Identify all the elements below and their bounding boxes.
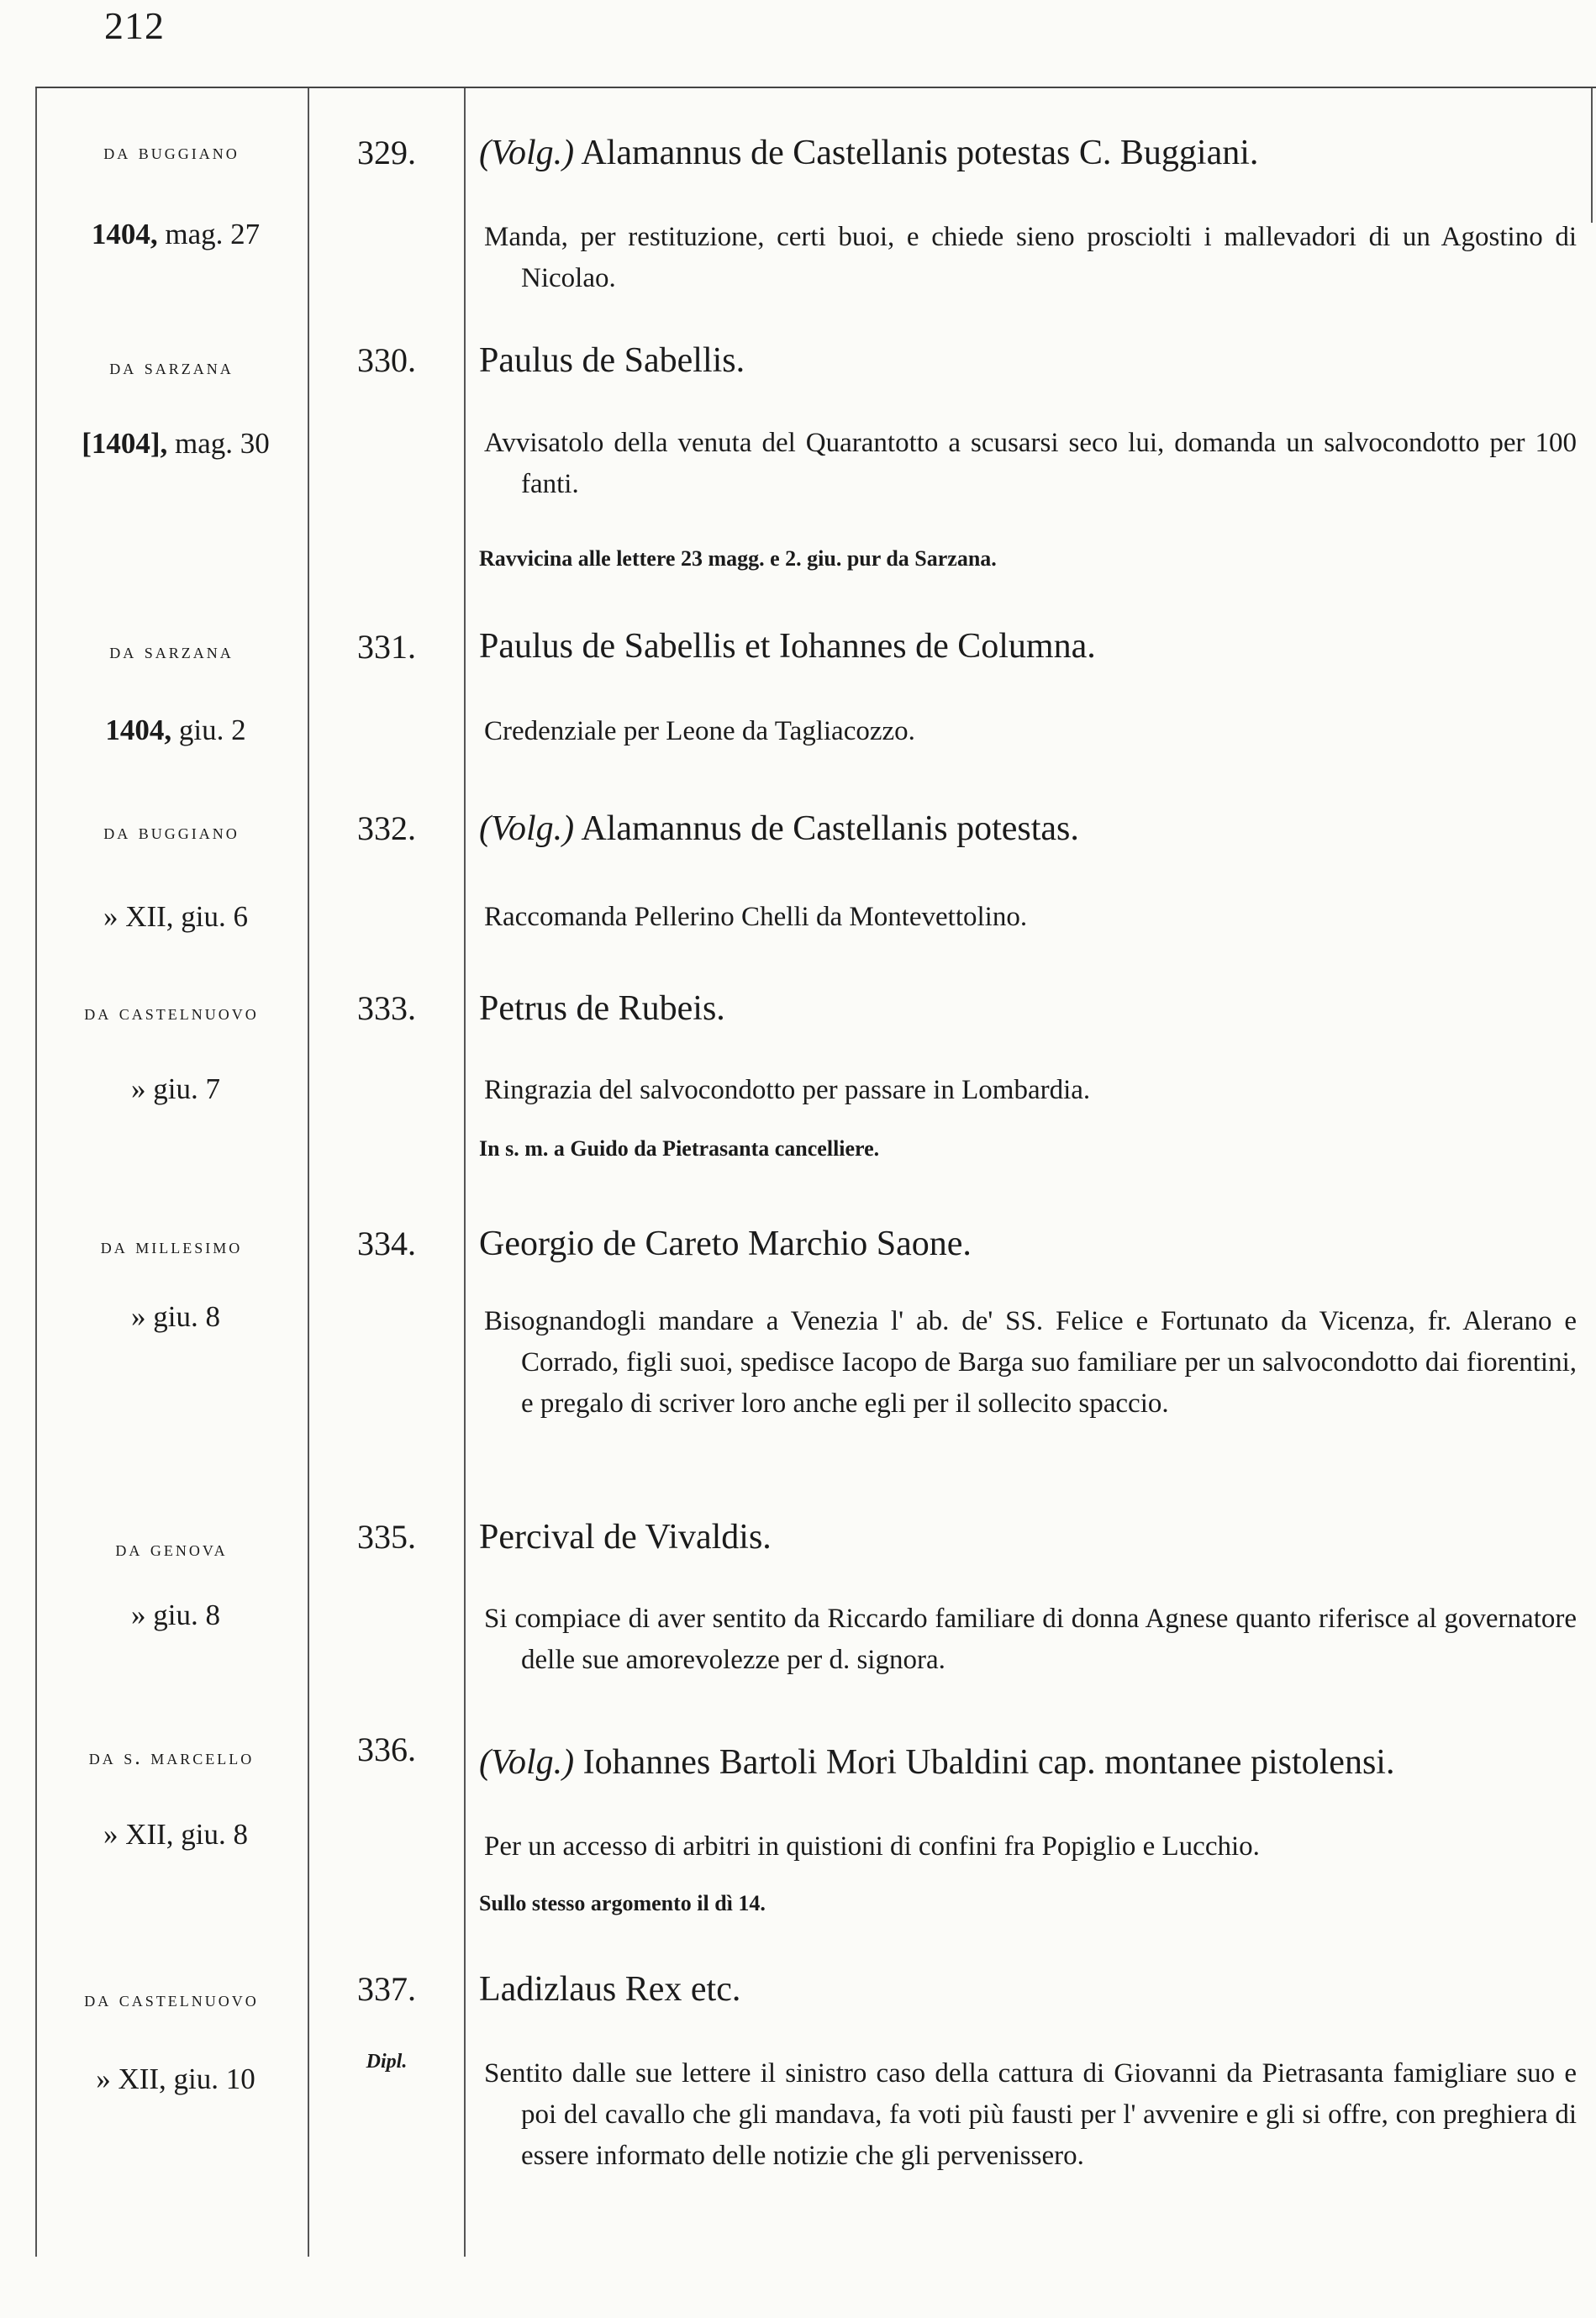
entry-place: da sarzana: [109, 355, 234, 379]
entry-note: Ravvicina alle lettere 23 magg. e 2. giu. pur da Sarzana.: [479, 546, 997, 571]
entry-number: 337.: [357, 1970, 416, 2008]
entry-place: da buggiano: [103, 819, 240, 844]
entry-date: [47, 1072, 304, 1106]
entry-heading-text: Alamannus de Castellanis potestas.: [574, 809, 1079, 848]
column-divider-right: [1591, 88, 1593, 223]
entry-date-rest: » XII, giu. 10: [96, 2062, 255, 2095]
page-number: 212: [104, 4, 165, 47]
entry-heading: [479, 1742, 1580, 1783]
entry-heading: [479, 809, 1580, 849]
entry-date-rest: mag. 30: [167, 427, 270, 460]
entry-note: Sullo stesso argomento il dì 14.: [479, 1891, 766, 1915]
entry-place: da sarzana: [109, 639, 234, 663]
entry-place: da castelnuovo: [84, 1987, 259, 2011]
entry-summary: Raccomanda Pellerino Chelli da Montevettolino.: [484, 902, 1028, 932]
entry-date-rest: » giu. 8: [131, 1599, 220, 1631]
entry-date-year: 1404,: [91, 218, 158, 250]
entry-heading: [479, 626, 1580, 666]
entry-heading: [479, 133, 1580, 173]
entry-summary: Si compiace di aver sentito da Riccardo familiare di donna Agnese quanto riferisce al governatore delle sue amorevolezze per d. signora.: [484, 1604, 1577, 1675]
entry-date: [47, 900, 304, 934]
entry-heading-text: Georgio de Careto Marchio Saone.: [479, 1225, 972, 1263]
entry-date: [47, 714, 304, 747]
entry-number: 336.: [357, 1731, 416, 1768]
column-divider-number: [464, 88, 466, 2257]
entry-dipl-mark: Dipl.: [366, 2051, 408, 2073]
entry-place: da s. marcello: [88, 1745, 255, 1769]
entry-date: [47, 1818, 304, 1852]
entry-date-rest: » giu. 8: [131, 1300, 220, 1333]
entry-summary: Manda, per restituzione, certi buoi, e chiede sieno prosciolti i mallevadori di un Agostino di Nicolao.: [484, 222, 1577, 293]
entry-place: da castelnuovo: [84, 1000, 259, 1025]
entry-date-rest: mag. 27: [157, 218, 261, 250]
entry-heading: [479, 988, 1580, 1029]
entry-heading: [479, 1517, 1580, 1557]
entry-summary: Sentito dalle sue lettere il sinistro caso della cattura di Giovanni da Pietrasanta famigliare suo e poi del cavallo che gli mandava, fa voti più fausti per l' avvenire e gli si offre, con preghiera di essere informato delle notizie che gli pervenissero.: [484, 2058, 1577, 2171]
entry-date: [47, 2062, 304, 2096]
entry-date-rest: » XII, giu. 8: [103, 1818, 249, 1851]
entry-heading-prefix: (Volg.): [479, 1743, 575, 1782]
entry-heading-prefix: (Volg.): [479, 809, 575, 848]
entry-heading-text: Iohannes Bartoli Mori Ubaldini cap. montanee pistolensi.: [574, 1743, 1395, 1782]
entry-summary: Ringrazia del salvocondotto per passare in Lombardia.: [484, 1075, 1091, 1105]
entry-date-year: 1404,: [105, 714, 172, 746]
entry-place: da millesimo: [100, 1234, 243, 1258]
entry-number: 334.: [357, 1225, 416, 1262]
entry-heading-text: Paulus de Sabellis.: [479, 341, 745, 380]
entry-summary: Per un accesso di arbitri in quistioni di confini fra Popiglio e Lucchio.: [484, 1831, 1260, 1862]
entry-place: da buggiano: [103, 140, 240, 164]
entry-date-year: [1404],: [82, 427, 168, 460]
entry-number: 330.: [357, 341, 416, 379]
entry-number: 335.: [357, 1518, 416, 1556]
entry-heading: [479, 1224, 1580, 1264]
entry-date-rest: » XII, giu. 6: [103, 900, 249, 933]
entry-number: 329.: [357, 134, 416, 171]
entry-heading-text: Alamannus de Castellanis potestas C. Buggiani.: [574, 134, 1259, 172]
column-divider-date: [308, 88, 309, 2257]
entry-heading-text: Ladizlaus Rex etc.: [479, 1970, 741, 2009]
entry-heading-text: Petrus de Rubeis.: [479, 989, 725, 1028]
entry-summary: Credenziale per Leone da Tagliacozzo.: [484, 716, 915, 746]
entry-summary: Bisognandogli mandare a Venezia l' ab. de' SS. Felice e Fortunato da Vicenza, fr. Alerano e Corrado, figli suoi, spedisce Iacopo de Barga suo familiare per un salvocondotto dai fiorentini, e pregalo di scriver loro anche egli per il sollecito spaccio.: [484, 1306, 1577, 1419]
entry-heading-prefix: (Volg.): [479, 134, 575, 172]
entry-date-rest: giu. 2: [171, 714, 246, 746]
entry-heading-text: Paulus de Sabellis et Iohannes de Columna.: [479, 627, 1096, 666]
entry-heading: [479, 1969, 1580, 2010]
entry-note: In s. m. a Guido da Pietrasanta cancelliere.: [479, 1136, 880, 1161]
top-rule: [35, 87, 1596, 88]
entry-date-rest: » giu. 7: [131, 1072, 220, 1105]
entry-heading-text: Percival de Vivaldis.: [479, 1518, 772, 1557]
entry-place: da genova: [115, 1536, 228, 1561]
entry-date: [47, 1300, 304, 1334]
column-divider-left: [35, 88, 37, 2257]
entry-heading: [479, 340, 1580, 381]
entry-number: 332.: [357, 809, 416, 847]
entry-number: 333.: [357, 989, 416, 1027]
entry-date: [47, 427, 304, 461]
entry-summary: Avvisatolo della venuta del Quarantotto a scusarsi seco lui, domanda un salvocondotto per 100 fanti.: [484, 428, 1577, 499]
entry-number: 331.: [357, 628, 416, 666]
entry-date: [47, 1599, 304, 1632]
entry-date: [47, 218, 304, 251]
